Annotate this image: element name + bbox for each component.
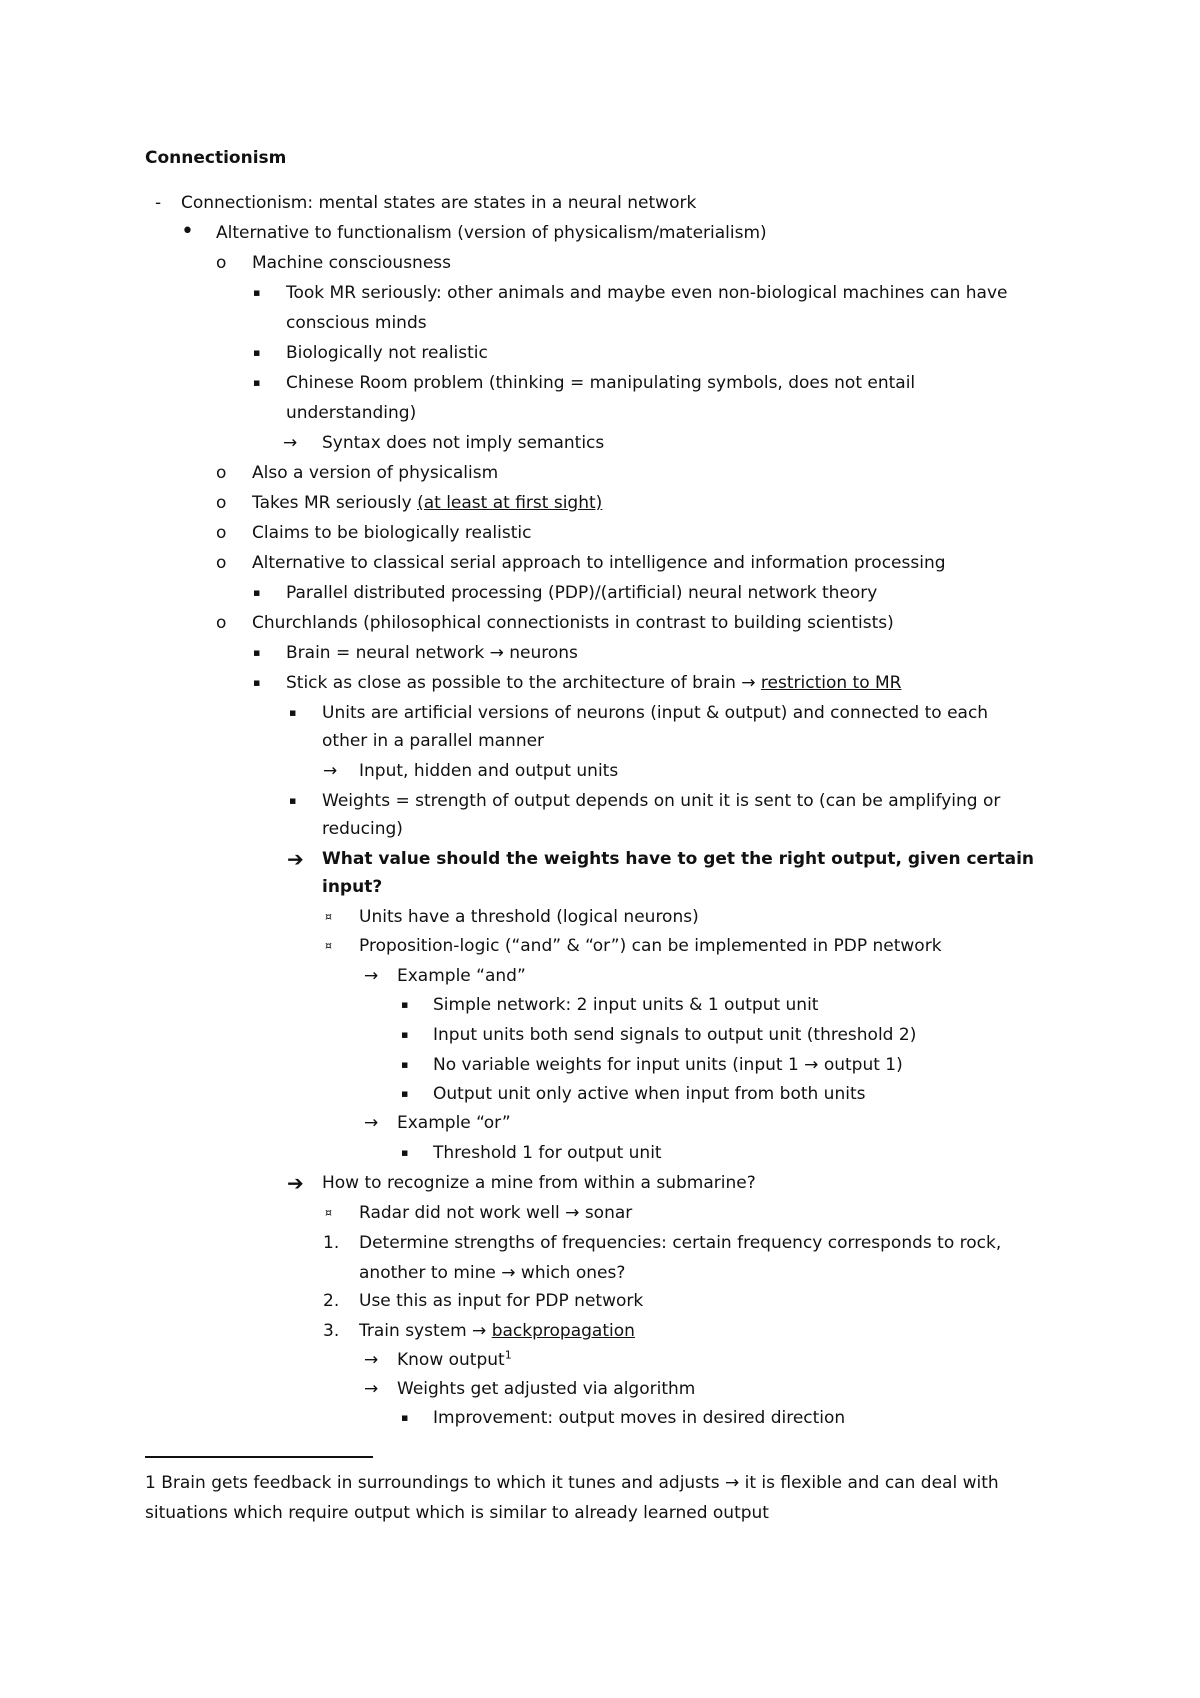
outline-line: [0, 578, 1140, 608]
outline-text: [397, 961, 526, 991]
line-text: Simple network: 2 input units & 1 output unit: [433, 995, 819, 1015]
outline-text: [286, 308, 427, 338]
bullet-marker: ▪: [401, 1028, 409, 1041]
outline-text: [252, 518, 531, 548]
bullet-marker: ▪: [253, 586, 261, 599]
line-text: conscious minds: [286, 313, 427, 333]
line-text: Chinese Room problem (thinking = manipulating symbols, does not entail: [286, 373, 916, 393]
line-text: What value should the weights have to get the right output, given certain: [322, 849, 1034, 869]
bullet-marker: ▪: [253, 676, 261, 689]
bullet-marker: 3.: [323, 1321, 340, 1341]
bullet-marker: -: [155, 193, 162, 213]
line-text: reducing): [322, 819, 403, 839]
bullet-marker: 1.: [323, 1233, 340, 1253]
outline-line: [0, 428, 1140, 458]
line-text: another to mine → which ones?: [359, 1263, 626, 1283]
outline-line: [0, 368, 1140, 398]
line-text: Syntax does not imply semantics: [322, 433, 605, 453]
outline-text: [359, 1258, 625, 1288]
bullet-marker: →: [283, 433, 298, 453]
bullet-marker: →: [364, 1350, 379, 1370]
line-text: Use this as input for PDP network: [359, 1291, 644, 1311]
bullet-marker: ▪: [253, 286, 261, 299]
outline-text: [433, 1050, 903, 1080]
line-text: other in a parallel manner: [322, 731, 545, 751]
outline-text: [252, 608, 894, 638]
bullet-marker: o: [216, 553, 227, 573]
line-text: Took MR seriously: other animals and maybe even non-biological machines can have: [286, 283, 1008, 303]
bullet-marker: ▪: [289, 706, 297, 719]
bullet-marker: 2.: [323, 1291, 340, 1311]
bullet-marker: o: [216, 493, 227, 513]
bullet-marker: ¤: [325, 910, 332, 923]
outline-text: [359, 756, 618, 786]
line-text: Weights get adjusted via algorithm: [397, 1379, 696, 1399]
outline-text: [322, 814, 403, 844]
bullet-marker: ▪: [253, 376, 261, 389]
outline-text: [286, 368, 915, 398]
outline-line: [0, 698, 1140, 728]
line-text: Claims to be biologically realistic: [252, 523, 532, 543]
outline-line: [0, 1403, 1140, 1433]
outline-line: [0, 338, 1140, 368]
outline-text: [359, 1198, 632, 1228]
outline-text: [252, 458, 498, 488]
outline-line: [0, 1108, 1140, 1138]
line-text: Radar did not work well → sonar: [359, 1203, 633, 1223]
bullet-marker: ▪: [401, 1411, 409, 1424]
outline-line: [0, 308, 1140, 338]
bullet-marker: ▪: [253, 346, 261, 359]
outline-text: [286, 668, 901, 698]
outline-text: [286, 278, 1007, 308]
outline-line: [0, 1374, 1140, 1404]
bullet-marker: ▪: [401, 1146, 409, 1159]
outline-line: [0, 1286, 1140, 1316]
outline-text: [397, 1345, 512, 1375]
bullet-marker: o: [216, 463, 227, 483]
line-text: Machine consciousness: [252, 253, 451, 273]
page-title: Connectionism: [145, 148, 287, 168]
outline-line: [0, 608, 1140, 638]
outline-text: [252, 248, 451, 278]
outline-line: [0, 990, 1140, 1020]
underlined-text: restriction to MR: [760, 673, 902, 693]
outline-text: [433, 990, 818, 1020]
bullet-marker: →: [364, 966, 379, 986]
line-text: Stick as close as possible to the architecture of brain →: [286, 673, 761, 693]
bullet-marker: →: [323, 761, 338, 781]
line-text: Units are artificial versions of neurons (input & output) and connected to each: [322, 703, 989, 723]
outline-text: [433, 1020, 916, 1050]
bullet-marker: ▪: [401, 1058, 409, 1071]
line-text: Alternative to classical serial approach to intelligence and information processing: [252, 553, 946, 573]
line-text: Units have a threshold (logical neurons): [359, 907, 699, 927]
outline-text: [322, 1168, 756, 1198]
outline-text: [322, 786, 1000, 816]
outline-line: [0, 844, 1140, 874]
outline-text: [359, 1228, 1001, 1258]
bullet-marker: →: [364, 1113, 379, 1133]
outline-line: [0, 398, 1140, 428]
outline-text: [322, 844, 1034, 874]
bullet-marker: ¤: [325, 939, 332, 952]
bullet-marker: ▪: [401, 1087, 409, 1100]
outline-line: [0, 1050, 1140, 1080]
outline-line: [0, 248, 1140, 278]
line-text: Biologically not realistic: [286, 343, 488, 363]
underlined-text: (at least at first sight): [417, 493, 603, 513]
footnote-line-1: 1 Brain gets feedback in surroundings to which it tunes and adjusts → it is flexible and can deal with: [145, 1473, 999, 1493]
line-text: How to recognize a mine from within a submarine?: [322, 1173, 756, 1193]
outline-text: [359, 1316, 635, 1346]
footnote-separator: [145, 1456, 373, 1458]
line-text: Proposition-logic (“and” & “or”) can be implemented in PDP network: [359, 936, 942, 956]
outline-text: [322, 698, 988, 728]
outline-text: [397, 1108, 511, 1138]
outline-text: [322, 428, 604, 458]
outline-text: [286, 398, 416, 428]
bullet-marker: o: [216, 613, 227, 633]
line-text: input?: [322, 877, 383, 897]
outline-line: [0, 278, 1140, 308]
line-text: Example “or”: [397, 1113, 511, 1133]
bullet-marker: →: [364, 1379, 379, 1399]
outline-line: [0, 1168, 1140, 1198]
outline-line: [0, 1020, 1140, 1050]
line-text: Churchlands (philosophical connectionists in contrast to building scientists): [252, 613, 894, 633]
line-text: Threshold 1 for output unit: [433, 1143, 662, 1163]
outline-text: [181, 188, 696, 218]
outline-text: [359, 1286, 643, 1316]
outline-line: [0, 218, 1140, 248]
outline-text: [216, 218, 767, 248]
line-text: Takes MR seriously: [252, 493, 418, 513]
outline-text: [322, 872, 382, 902]
outline-text: [252, 488, 602, 518]
outline-line: [0, 1228, 1140, 1258]
bullet-marker: ▪: [401, 998, 409, 1011]
outline-text: [286, 578, 877, 608]
line-text: Connectionism: mental states are states in a neural network: [181, 193, 697, 213]
outline-text: [322, 726, 544, 756]
outline-text: [359, 931, 942, 961]
outline-line: [0, 756, 1140, 786]
outline-text: [433, 1403, 845, 1433]
line-text: understanding): [286, 403, 417, 423]
bullet-marker: o: [216, 253, 227, 273]
line-text: Alternative to functionalism (version of physicalism/materialism): [216, 223, 767, 243]
outline-line: [0, 1138, 1140, 1168]
outline-line: [0, 786, 1140, 816]
line-text: Know output: [397, 1350, 505, 1370]
outline-line: [0, 518, 1140, 548]
outline-text: [433, 1138, 662, 1168]
bullet-marker: ¤: [325, 1206, 332, 1219]
line-text: Example “and”: [397, 966, 526, 986]
line-text: Improvement: output moves in desired direction: [433, 1408, 846, 1428]
line-text: Also a version of physicalism: [252, 463, 499, 483]
outline-line: [0, 872, 1140, 902]
outline-text: [359, 902, 699, 932]
outline-text: [286, 338, 488, 368]
outline-line: [0, 1316, 1140, 1346]
outline-line: [0, 668, 1140, 698]
outline-line: [0, 814, 1140, 844]
outline-line: [0, 1198, 1140, 1228]
outline-line: [0, 188, 1140, 218]
outline-line: [0, 1079, 1140, 1109]
bullet-marker: ➔: [287, 847, 304, 871]
line-text: No variable weights for input units (input 1 → output 1): [433, 1055, 903, 1075]
outline-line: [0, 638, 1140, 668]
bullet-marker: ➔: [287, 1171, 304, 1195]
bullet-marker: ▪: [289, 794, 297, 807]
outline-text: [252, 548, 946, 578]
line-text: Output unit only active when input from both units: [433, 1084, 866, 1104]
footnote-line-2: situations which require output which is similar to already learned output: [145, 1503, 769, 1523]
bullet-marker: o: [216, 523, 227, 543]
line-text: Brain = neural network → neurons: [286, 643, 578, 663]
outline-text: [433, 1079, 865, 1109]
outline-line: [0, 1258, 1140, 1288]
outline-line: [0, 931, 1140, 961]
footnote-reference[interactable]: 1: [504, 1348, 512, 1362]
line-text: Weights = strength of output depends on unit it is sent to (can be amplifying or: [322, 791, 1001, 811]
outline-line: [0, 458, 1140, 488]
line-text: Parallel distributed processing (PDP)/(artificial) neural network theory: [286, 583, 878, 603]
bullet-marker: ▪: [253, 646, 261, 659]
outline-text: [286, 638, 578, 668]
line-text: Input, hidden and output units: [359, 761, 619, 781]
line-text: Input units both send signals to output unit (threshold 2): [433, 1025, 917, 1045]
outline-line: [0, 902, 1140, 932]
underlined-text: backpropagation: [491, 1321, 635, 1341]
outline-text: [397, 1374, 695, 1404]
outline-line: [0, 1345, 1140, 1375]
outline-line: [0, 726, 1140, 756]
bullet-marker: •: [181, 219, 194, 244]
line-text: Determine strengths of frequencies: certain frequency corresponds to rock,: [359, 1233, 1002, 1253]
outline-line: [0, 488, 1140, 518]
outline-line: [0, 961, 1140, 991]
line-text: Train system →: [359, 1321, 492, 1341]
outline-line: [0, 548, 1140, 578]
